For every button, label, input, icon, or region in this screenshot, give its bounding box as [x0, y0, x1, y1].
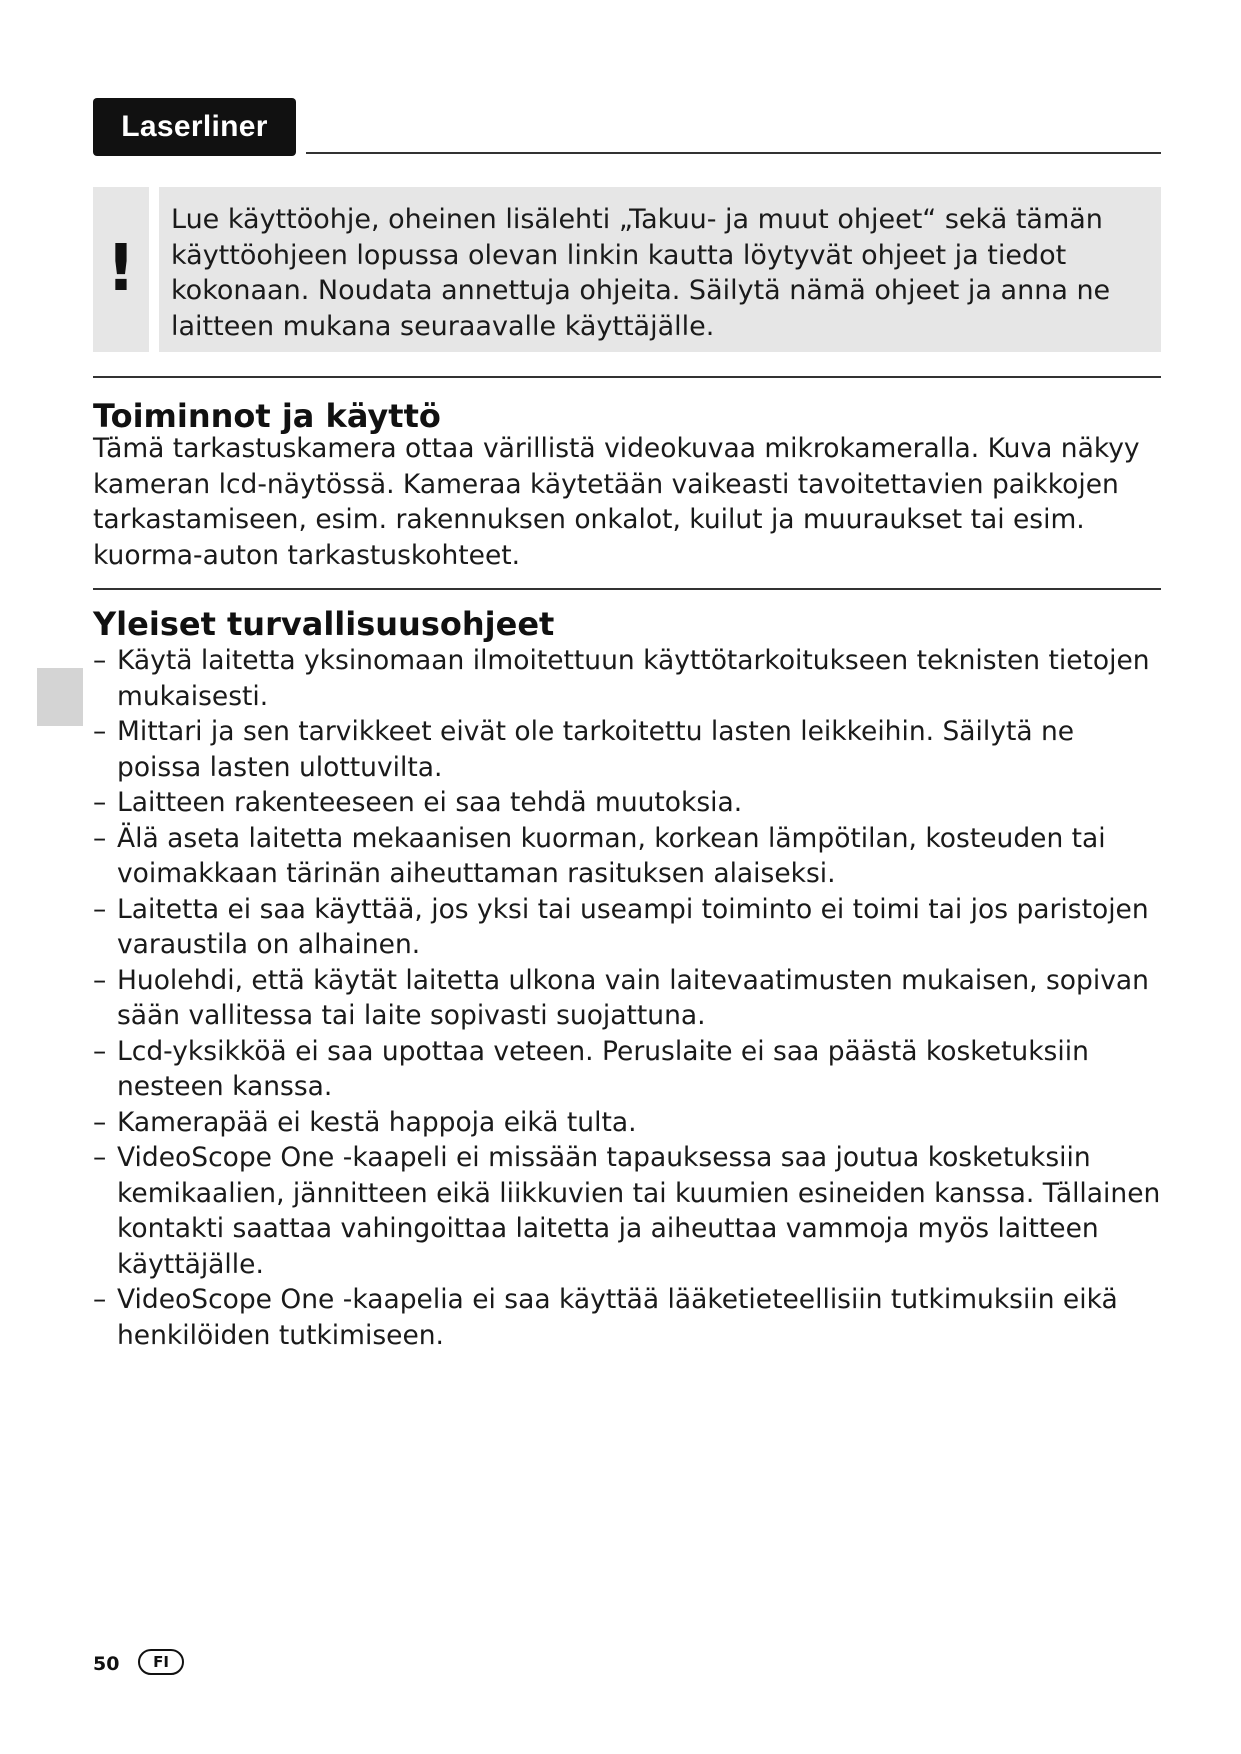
list-item: – Laitteen rakenteeseen ei saa tehdä muutoksia.: [93, 787, 743, 818]
safety-list: [93, 643, 1161, 1353]
notice-text: Lue käyttöohje, oheinen lisälehti „Takuu- ja muut ohjeet“ sekä tämän käyttöohjeen lopussa olevan linkin kautta löytyvät ohjeet ja tiedot kokonaan. Noudata annettuja ohjeita. Säilytä nämä ohjeet ja anna ne laitteen mukana seuraavalle käyttäjälle.: [171, 204, 1111, 342]
list-item: – Mittari ja sen tarvikkeet eivät ole tarkoitettu lasten leikkeihin. Säilytä ne poissa lasten ulottuvilta.: [93, 716, 1075, 783]
list-item: – VideoScope One -kaapeli ei missään tapauksessa saa joutua kosketuksiin kemikaalien, jännitteen eikä liikkuvien tai kuumien esineiden kanssa. Tällainen kontakti saattaa vahingoittaa laitetta ja aiheuttaa vammoja myös laitteen käyttäjälle.: [93, 1142, 1161, 1280]
list-item: – Älä aseta laitetta mekaanisen kuorman, korkean lämpötilan, kosteuden tai voimakkaan tärinän aiheuttaman rasituksen alaiseksi.: [93, 822, 1106, 889]
list-item: – Lcd-yksikköä ei saa upottaa veteen. Peruslaite ei saa päästä kosketuksiin nesteen kanssa.: [93, 1035, 1089, 1102]
list-item: – Käytä laitetta yksinomaan ilmoitettuun käyttötarkoitukseen teknisten tietojen mukaisesti.: [93, 645, 1150, 712]
section-divider: [93, 588, 1161, 590]
list-item: – VideoScope One -kaapelia ei saa käyttää lääketieteellisiin tutkimuksiin eikä henkilöiden tutkimiseen.: [93, 1284, 1118, 1351]
exclamation-icon: !: [93, 187, 149, 352]
page-number: 50: [93, 1653, 120, 1675]
list-item: – Kamerapää ei kestä happoja eikä tulta.: [93, 1106, 637, 1138]
list-item: – Huolehdi, että käytät laitetta ulkona vain laitevaatimusten mukaisen, sopivan sään vallitessa tai laite sopivasti suojattuna.: [93, 964, 1149, 1031]
language-tab-marker: [37, 668, 83, 726]
list-item: – Laitetta ei saa käyttää, jos yksi tai useampi toiminto ei toimi tai jos paristojen varaustila on alhainen.: [93, 893, 1149, 960]
section-heading-functions: Toiminnot ja käyttö: [93, 397, 441, 435]
section-divider: [93, 376, 1161, 378]
laserliner-logo: Laserliner: [93, 98, 296, 156]
header-rule: [306, 152, 1161, 154]
section-heading-safety: Yleiset turvallisuusohjeet: [93, 605, 555, 643]
language-badge: FI: [138, 1649, 184, 1675]
functions-paragraph: Tämä tarkastuskamera ottaa värillistä videokuvaa mikrokameralla. Kuva näkyy kameran lcd-näytössä. Kameraa käytetään vaikeasti tavoitettavien paikkojen tarkastamiseen, esim. rakennuksen onkalot, kuilut ja muuraukset tai esim. kuorma-auton tarkastuskohteet.: [93, 433, 1140, 571]
